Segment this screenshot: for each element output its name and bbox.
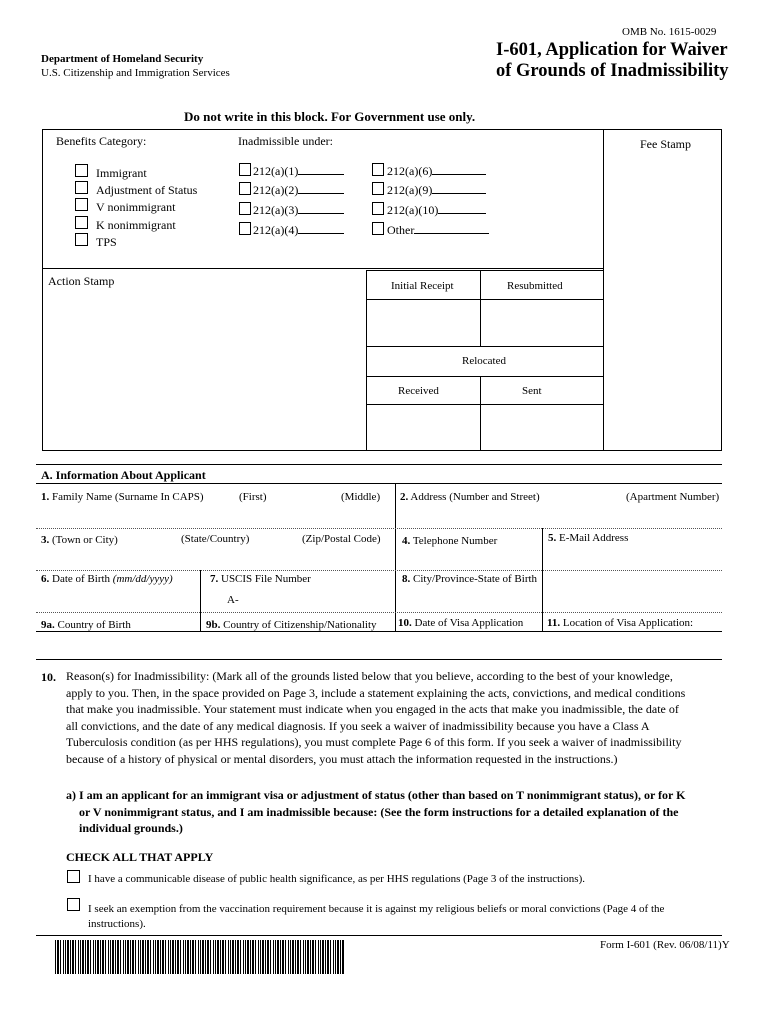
communicable-disease-label: I have a communicable disease of public health significance, as per HHS regulations (Page 3 of the instructions).: [88, 873, 585, 885]
field-1-middle: (Middle): [341, 491, 381, 503]
benefit-immigrant-label: Immigrant: [96, 166, 147, 180]
field-8-city-of-birth: 8. City/Province-State of Birth: [402, 573, 538, 585]
ground-212a4-label: 212(a)(4): [253, 223, 344, 238]
department-name: Department of Homeland Security: [41, 53, 204, 65]
applicant-statement-a: a) I am an applicant for an immigrant visa or adjustment of status (other than based on T nonimmigrant status), or for K or V nonimmigrant status, and I am inadmissible because: (See the form instructions for a detailed explanation of the individual grounds.): [66, 788, 686, 835]
reasons-paragraph: Reason(s) for Inadmissibility: (Mark all of the grounds listed below that you believe, according to the best of your knowledge, apply to you. Then, in the space provided on Page 3, include a statement explaining the acts, convictions, and medical conditions that make you inadmissible. Your statement must indicate when you engaged in the acts that make you inadmissible, the date of all convictions, and the date of any medical diagnosis. If you seek a waiver of inadmissibility because you have a Class A Tuberculosis condition (as per HHS regulations), you must complete Page 6 of this form. If you seek a waiver of inadmissibility because of a history of physical or mental disorders, you must attach the information requested in the instructions.): [66, 669, 686, 766]
initial-receipt-label: Initial Receipt: [391, 280, 454, 292]
resubmitted-label: Resubmitted: [507, 280, 563, 292]
sent-label: Sent: [522, 385, 542, 397]
ground-212a9-checkbox[interactable]: [372, 182, 384, 195]
ground-212a1-checkbox[interactable]: [239, 163, 251, 176]
ground-212a4-checkbox[interactable]: [239, 222, 251, 235]
field-6-date-of-birth: 6. Date of Birth (mm/dd/yyyy): [41, 573, 173, 585]
action-stamp-label: Action Stamp: [48, 274, 115, 288]
field-7-uscis-file-number: 7. USCIS File Number: [210, 573, 311, 585]
field-3-town: 3. (Town or City): [41, 534, 118, 546]
field-11-location-of-visa: 11. Location of Visa Application:: [547, 617, 694, 629]
fee-stamp-label: Fee Stamp: [640, 137, 691, 151]
ground-212a2-label: 212(a)(2): [253, 183, 344, 198]
field-3-state: (State/Country): [181, 533, 250, 545]
section-a-title: A. Information About Applicant: [41, 468, 206, 482]
government-use-notice: Do not write in this block. For Government use only.: [184, 109, 476, 124]
ground-212a2-checkbox[interactable]: [239, 182, 251, 195]
ground-212a6-checkbox[interactable]: [372, 163, 384, 176]
field-2-apartment: (Apartment Number): [626, 491, 720, 503]
benefit-v-nonimmigrant-checkbox[interactable]: [75, 198, 88, 211]
field-2-address: 2. Address (Number and Street): [400, 491, 540, 503]
benefits-category-label: Benefits Category:: [56, 134, 147, 148]
barcode: [55, 940, 344, 974]
ground-212a1-label: 212(a)(1): [253, 164, 344, 179]
form-revision: Form I-601 (Rev. 06/08/11)Y: [600, 939, 730, 951]
form-title-line-2: of Grounds of Inadmissibility: [496, 61, 729, 81]
benefit-v-nonimmigrant-label: V nonimmigrant: [96, 200, 176, 214]
reasons-number: 10.: [41, 670, 56, 684]
field-10-date-of-visa: 10. Date of Visa Application: [398, 617, 524, 629]
agency-name: U.S. Citizenship and Immigration Services: [41, 67, 230, 79]
benefit-adjustment-checkbox[interactable]: [75, 181, 88, 194]
ground-other-checkbox[interactable]: [372, 222, 384, 235]
field-9a-country-of-birth: 9a. Country of Birth: [41, 619, 131, 631]
ground-212a10-label: 212(a)(10): [387, 203, 486, 218]
relocated-label: Relocated: [462, 355, 506, 367]
ground-212a9-label: 212(a)(9): [387, 183, 486, 198]
vaccination-exemption-checkbox[interactable]: [67, 898, 80, 911]
field-4-telephone: 4. Telephone Number: [402, 535, 498, 547]
field-1-family-name: 1. Family Name (Surname In CAPS): [41, 491, 204, 503]
ground-212a3-label: 212(a)(3): [253, 203, 344, 218]
omb-number: OMB No. 1615-0029: [622, 26, 717, 38]
benefit-tps-checkbox[interactable]: [75, 233, 88, 246]
ground-212a6-label: 212(a)(6): [387, 164, 486, 179]
field-9b-citizenship: 9b. Country of Citizenship/Nationality: [206, 619, 377, 631]
check-all-heading: CHECK ALL THAT APPLY: [66, 850, 214, 864]
benefit-k-nonimmigrant-checkbox[interactable]: [75, 216, 88, 229]
field-3-zip: (Zip/Postal Code): [302, 533, 381, 545]
ground-212a10-checkbox[interactable]: [372, 202, 384, 215]
benefit-adjustment-label: Adjustment of Status: [96, 183, 198, 197]
benefit-k-nonimmigrant-label: K nonimmigrant: [96, 218, 176, 232]
field-5-email: 5. E-Mail Address: [548, 532, 629, 544]
communicable-disease-checkbox[interactable]: [67, 870, 80, 883]
field-1-first: (First): [239, 491, 267, 503]
ground-other-label: Other: [387, 223, 489, 238]
form-title-line-1: I-601, Application for Waiver: [496, 40, 728, 60]
ground-212a3-checkbox[interactable]: [239, 202, 251, 215]
received-label: Received: [398, 385, 439, 397]
field-7-a-prefix: A-: [227, 594, 239, 606]
vaccination-exemption-label: I seek an exemption from the vaccination requirement because it is against my religious beliefs or moral convictions (Page 4 of the instructions).: [88, 903, 665, 930]
benefit-immigrant-checkbox[interactable]: [75, 164, 88, 177]
benefit-tps-label: TPS: [96, 235, 117, 249]
inadmissible-under-label: Inadmissible under:: [238, 134, 333, 148]
